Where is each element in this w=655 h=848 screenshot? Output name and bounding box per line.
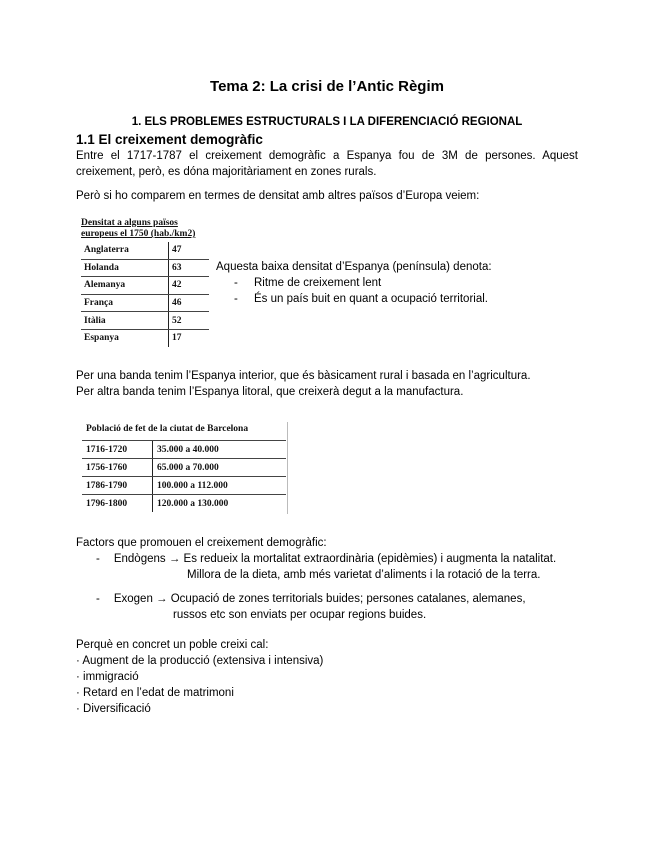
- country-cell: França: [81, 294, 169, 312]
- factor-endogens: [96, 551, 556, 567]
- regions-line-1: Per una banda tenim l’Espanya interior, que és bàsicament rural i basada en l’agricultura.: [76, 370, 531, 382]
- growth-item: · immigració: [76, 671, 139, 683]
- country-cell: Anglaterra: [81, 242, 169, 259]
- factor-endogens-line-1: Endògens → Es redueix la mortalitat extraordinària (epidèmies) i augmenta la natalitat.: [113, 553, 557, 565]
- factor-exogen-line-2: russos etc son enviats per ocupar regions buides.: [173, 609, 427, 621]
- table-row: [81, 259, 209, 277]
- intro-paragraph: Entre el 1717-1787 el creixement demogràfic a Espanya fou de 3M de persones. Aquest creixement, però, es dóna majoritàriament en zones rurals.: [76, 150, 578, 178]
- dash-bullet-icon: -: [234, 277, 238, 289]
- table-row: [81, 329, 209, 346]
- density-cell: 17: [169, 329, 210, 346]
- table-row: [81, 294, 209, 312]
- density-cell: 63: [169, 259, 210, 277]
- country-cell: Holanda: [81, 259, 169, 277]
- factors-lead: Factors que promouen el creixement demogràfic:: [76, 537, 327, 549]
- country-cell: Alemanya: [81, 277, 169, 295]
- population-cell: 65.000 a 70.000: [153, 459, 287, 477]
- subsection-heading: 1.1 El creixement demogràfic: [76, 132, 263, 147]
- factor-exogen: [96, 591, 526, 607]
- country-cell: Espanya: [84, 333, 119, 344]
- table-row: [82, 459, 286, 477]
- growth-item: · Diversificació: [76, 703, 151, 715]
- table-row: [81, 242, 209, 259]
- growth-item: · Retard en l’edat de matrimoni: [76, 687, 234, 699]
- page-title: Tema 2: La crisi de l’Antic Règim: [210, 78, 444, 95]
- population-cell: 120.000 a 130.000: [153, 495, 287, 513]
- barcelona-table-header: Població de fet de la ciutat de Barcelona: [82, 422, 286, 441]
- barcelona-table: [82, 422, 286, 512]
- growth-lead: Perquè en concret un poble creixi cal:: [76, 639, 269, 651]
- growth-item: · Augment de la producció (extensiva i intensiva): [76, 655, 324, 667]
- density-note-lead: Aquesta baixa densitat d’Espanya (península) denota:: [216, 261, 492, 273]
- density-table: [81, 218, 219, 347]
- density-cell: 42: [169, 277, 210, 295]
- list-item-text: Ritme de creixement lent: [254, 277, 382, 289]
- density-table-header-1: Densitat a alguns països: [81, 218, 178, 228]
- period-cell: 1756-1760: [82, 459, 153, 477]
- population-cell: 35.000 a 40.000: [153, 441, 287, 459]
- population-cell: 100.000 a 112.000: [153, 477, 287, 495]
- factor-endogens-line-2: Millora de la dieta, amb més varietat d’aliments i la rotació de la terra.: [187, 569, 541, 581]
- dash-bullet-icon: -: [234, 293, 238, 305]
- dash-bullet-icon: -: [96, 593, 100, 605]
- table-row: [81, 277, 209, 295]
- table-row: [81, 312, 209, 330]
- regions-line-2: Per altra banda tenim l’Espanya litoral, que creixerà degut a la manufactura.: [76, 386, 464, 398]
- density-cell: 47: [169, 242, 210, 259]
- factor-exogen-line-1: Exogen → Ocupació de zones territorials buides; persones catalanes, alemanes,: [113, 593, 526, 605]
- period-cell: 1716-1720: [82, 441, 153, 459]
- density-cell: 52: [169, 312, 210, 330]
- list-item-text: És un país buit en quant a ocupació territorial.: [254, 293, 488, 305]
- list-item: [234, 275, 576, 291]
- period-cell: 1786-1790: [82, 477, 153, 495]
- density-table-body: [81, 242, 209, 347]
- scan-edge-divider: [287, 422, 288, 514]
- period-cell: 1796-1800: [86, 498, 128, 509]
- section-heading: 1. ELS PROBLEMES ESTRUCTURALS I LA DIFERENCIACIÓ REGIONAL: [131, 116, 523, 128]
- barcelona-table-body: [82, 441, 286, 512]
- density-table-header-2: europeus el 1750 (hab./km2): [81, 229, 196, 239]
- table-row: [82, 441, 286, 459]
- density-cell: 46: [169, 294, 210, 312]
- table-row: [82, 495, 286, 513]
- list-item: [234, 291, 576, 307]
- dash-bullet-icon: -: [96, 553, 100, 565]
- density-note-list: [216, 275, 576, 307]
- comparison-line: Però si ho comparem en termes de densitat amb altres països d’Europa veiem:: [76, 190, 480, 202]
- table-row: [82, 477, 286, 495]
- country-cell: Itàlia: [81, 312, 169, 330]
- density-note: [216, 259, 576, 307]
